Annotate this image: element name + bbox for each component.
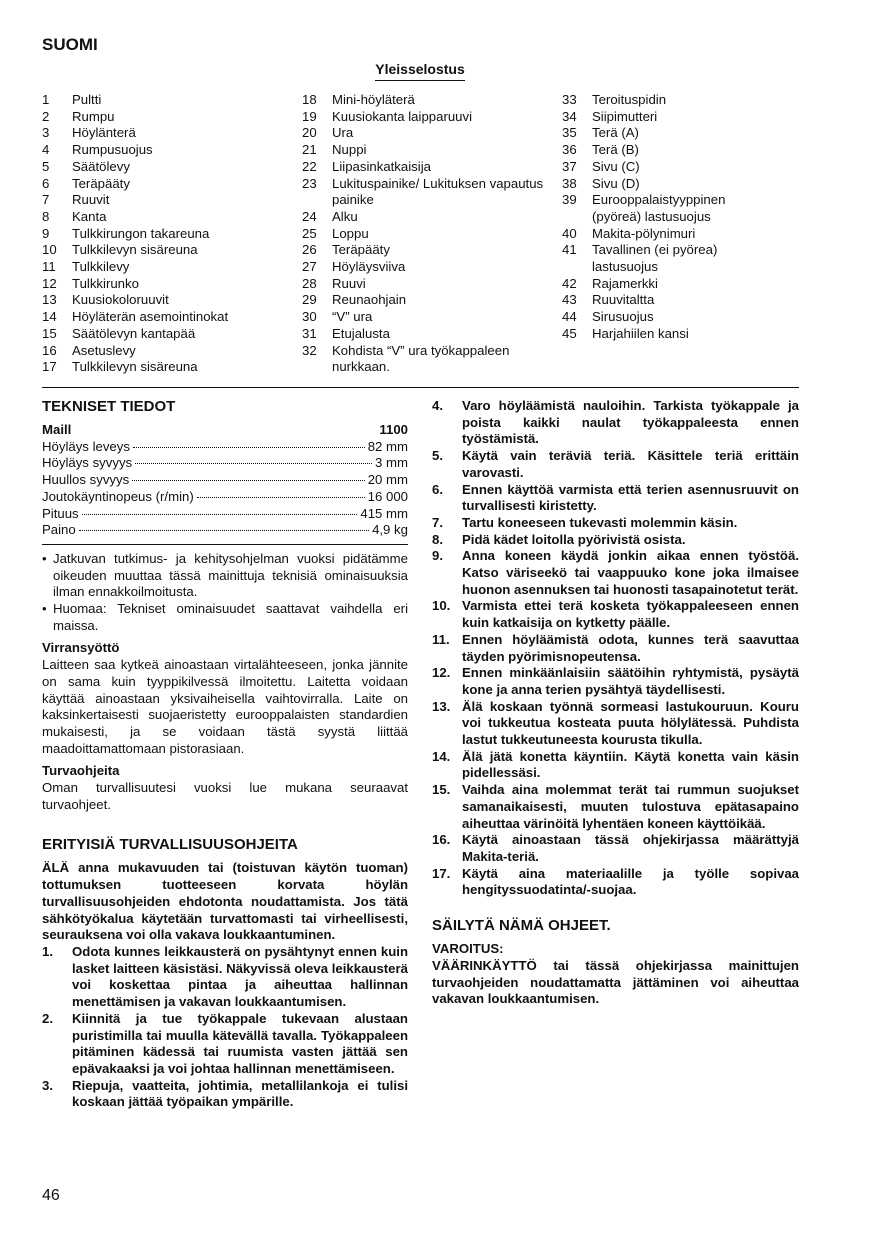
safety-item-number: 7. — [432, 514, 443, 530]
part-number: 10 — [42, 242, 57, 258]
part-item — [562, 125, 762, 142]
part-number: 30 — [302, 309, 317, 325]
part-label: Säätölevyn kantapää — [72, 325, 196, 341]
part-label: Liipasinkatkaisija — [332, 158, 431, 174]
spec-model-row — [42, 422, 408, 439]
part-number: 38 — [562, 175, 577, 191]
part-label: Rumpusuojus — [72, 142, 153, 158]
spec-leader-dots — [79, 530, 369, 531]
part-label: Alku — [332, 208, 358, 224]
part-item — [562, 92, 762, 109]
divider — [42, 387, 799, 388]
part-item — [302, 309, 552, 326]
warning-label: VAROITUS: — [432, 941, 504, 957]
spec-row — [42, 522, 408, 539]
safety-item-text: Riepuja, vaatteita, johtimia, metallilankoja ei tulisi koskaan jättää työpaikan ympärille. — [72, 1077, 408, 1110]
part-number: 42 — [562, 275, 577, 291]
part-item — [562, 159, 762, 176]
safety-item-number: 15. — [432, 782, 451, 798]
safety-item-text: Käytä vain teräviä teriä. Käsittele teriä erittäin varovasti. — [462, 448, 799, 480]
part-label: Tulkkilevyn sisäreuna — [72, 242, 198, 258]
part-number: 39 — [562, 192, 577, 208]
safety-item-text: Ennen minkäänlaisiin säätöihin ryhtymistä, pysäytä kone ja anna terien pysähtyä täydellisesti. — [462, 665, 799, 697]
part-number: 12 — [42, 275, 57, 291]
part-item — [562, 276, 762, 293]
spec-rows — [42, 439, 408, 539]
part-number: 6 — [42, 175, 50, 191]
safety-item-text: Käytä ainoastaan tässä ohjekirjassa määrättyjä Makita-teriä. — [462, 832, 799, 864]
safety-item-number: 8. — [432, 531, 443, 547]
safety-item — [432, 699, 799, 749]
part-label: Teroituspidin — [592, 92, 667, 107]
part-label: Ruuvit — [72, 192, 110, 208]
part-number: 40 — [562, 225, 577, 241]
part-number: 17 — [42, 359, 57, 375]
safety-item-number: 17. — [432, 865, 451, 881]
safety-item-text: Älä jätä konetta käyntiin. Käytä konetta vain käsin pidellessäsi. — [462, 748, 799, 781]
spec-value: 415 mm — [360, 505, 408, 521]
part-item — [42, 309, 292, 326]
safety-item-number: 16. — [432, 832, 451, 848]
safety-item-number: 14. — [432, 748, 451, 764]
part-item — [562, 142, 762, 159]
spec-note-text: Huomaa: Tekniset ominaisuudet saattavat vaihdella eri maissa. — [53, 601, 408, 633]
safety-item-text: Tartu koneeseen tukevasti molemmin käsin. — [462, 514, 738, 530]
part-number: 24 — [302, 208, 317, 224]
part-label: Ura — [332, 125, 354, 141]
part-label: Höyläysviiva — [332, 259, 406, 275]
part-item — [562, 309, 762, 326]
part-item — [302, 226, 552, 243]
safety-item-number: 5. — [432, 448, 443, 464]
part-item — [42, 292, 292, 309]
part-number: 35 — [562, 125, 577, 141]
part-number: 32 — [302, 342, 317, 358]
safety-item-text: Ennen käyttöä varmista että terien asennusruuvit on turvallisesti kiristetty. — [462, 481, 799, 514]
part-number: 11 — [42, 259, 56, 275]
part-item — [42, 92, 292, 109]
part-item — [42, 259, 292, 276]
special-intro: ÄLÄ anna mukavuuden tai (toistuvan käytön tuoman) tottumuksen tuotteeseen korvata höylän turvallisuusohjeiden ehdotonta noudattamista. Jos tätä sähkötyökalua käytetään turvattomasti tai virheellisesti, seurauksena voi olla vakava loukkaantuminen. — [42, 860, 408, 943]
spec-note-text: Jatkuvan tutkimus- ja kehitysohjelman vuoksi pidätämme oikeuden muuttaa tässä mainittuja teknisiä ominaisuuksia ilman ennakkoilmoitusta. — [53, 550, 408, 600]
part-item — [42, 176, 292, 193]
spec-leader-dots — [82, 514, 358, 515]
part-number: 34 — [562, 108, 577, 124]
safety-item-text: Varo höyläämistä nauloihin. Tarkista työkappale ja poista kaikki naulat työkappaleesta ennen työstämistä. — [462, 398, 799, 447]
part-label: Tavallinen (ei pyörea) lastusuojus — [592, 242, 718, 275]
spec-label: Höyläys syvyys — [42, 455, 133, 471]
spec-label: Huullos syvyys — [42, 472, 130, 488]
part-label: Reunaohjain — [332, 292, 407, 308]
spec-leader-dots — [135, 463, 372, 464]
spec-value: 16 000 — [367, 488, 408, 504]
spec-row — [42, 506, 408, 523]
part-number: 15 — [42, 325, 57, 341]
part-number: 28 — [302, 275, 317, 291]
part-label: Teräpääty — [332, 242, 390, 258]
part-number: 16 — [42, 342, 57, 358]
part-label: Nuppi — [332, 142, 367, 158]
spec-value: 20 mm — [367, 472, 408, 488]
part-number: 18 — [302, 92, 317, 107]
part-label: Säätölevy — [72, 158, 130, 174]
bullet-icon: • — [42, 550, 47, 566]
part-label: Höyläterän asemointinokat — [72, 309, 229, 325]
safety-item-text: Anna koneen käydä jonkin aikaa ennen työstöä. Katso väriseekö tai vaappuuko kone joka ilmaisee huonon asennuksen tai huonosti tasapainotetut terät. — [462, 548, 799, 597]
safety-item — [432, 548, 799, 598]
part-item — [302, 125, 552, 142]
part-item — [302, 209, 552, 226]
part-label: Rajamerkki — [592, 275, 658, 291]
part-label: Mini-höyläterä — [332, 92, 415, 107]
part-number: 45 — [562, 325, 577, 341]
part-item — [302, 242, 552, 259]
part-label: Terä (A) — [592, 125, 639, 141]
part-item — [302, 276, 552, 293]
safety-item-number: 6. — [432, 481, 443, 497]
safety-item — [432, 515, 799, 532]
safety-item-text: Pidä kädet loitolla pyörivistä osista. — [462, 531, 686, 547]
part-item — [562, 292, 762, 309]
spec-label: Paino — [42, 522, 76, 538]
safety-item — [432, 832, 799, 865]
part-label: Loppu — [332, 225, 369, 241]
safety-item — [432, 532, 799, 549]
part-number: 19 — [302, 108, 317, 124]
parts-list-col2 — [302, 92, 552, 376]
part-number: 8 — [42, 208, 50, 224]
right-column — [432, 398, 799, 1008]
part-number: 37 — [562, 158, 577, 174]
special-safety-title: ERITYISIÄ TURVALLISUUSOHJEITA — [42, 836, 298, 854]
part-label: Tulkkilevyn sisäreuna — [72, 359, 198, 375]
safety-item — [432, 632, 799, 665]
part-item — [42, 125, 292, 142]
part-label: Kuusiokoloruuvit — [72, 292, 169, 308]
safety-item — [42, 1011, 408, 1078]
overview-title: Yleisselostus — [0, 61, 840, 78]
part-number: 13 — [42, 292, 57, 308]
spec-value: 4,9 kg — [372, 522, 408, 538]
part-item — [562, 192, 762, 225]
safety-item-text: Ennen höyläämistä odota, kunnes terä saavuttaa täyden pyörimisnopeutensa. — [462, 631, 799, 664]
part-number: 26 — [302, 242, 317, 258]
part-label: Kohdista “V” ura työkappaleen nurkkaan. — [332, 342, 510, 375]
part-label: Pultti — [72, 92, 102, 107]
part-label: Sivu (D) — [592, 175, 640, 191]
part-item — [562, 326, 762, 343]
part-item — [42, 159, 292, 176]
part-number: 14 — [42, 309, 57, 325]
part-item — [562, 176, 762, 193]
safety-item — [432, 482, 799, 515]
part-number: 4 — [42, 142, 50, 158]
part-label: Ruuvitaltta — [592, 292, 655, 308]
spec-leader-dots — [132, 480, 364, 481]
part-label: Kanta — [72, 208, 107, 224]
part-label: Asetuslevy — [72, 342, 136, 358]
part-label: Makita-pölynimuri — [592, 225, 696, 241]
part-label: Sirusuojus — [592, 309, 654, 325]
part-number: 9 — [42, 225, 50, 241]
part-number: 2 — [42, 108, 50, 124]
safety-text: Oman turvallisuutesi vuoksi lue mukana seuraavat turvaohjeet. — [42, 780, 408, 812]
safety-item — [42, 944, 408, 1011]
safety-title: Turvaohjeita — [42, 763, 120, 779]
spec-leader-dots — [133, 447, 365, 448]
part-label: Teräpääty — [72, 175, 130, 191]
part-number: 25 — [302, 225, 317, 241]
safety-item-number: 10. — [432, 598, 451, 614]
safety-item-number: 1. — [42, 943, 53, 959]
safety-item-text: Kiinnitä ja tue työkappale tukevaan alustaan puristimilla tai muulla kätevällä tavalla. Työkappaleen pitäminen kädessä tai ruumista vasten jättää sen epävakaaksi ja voi johtaa hallinnan menettämiseen. — [72, 1010, 408, 1076]
part-item — [302, 109, 552, 126]
safety-item-number: 9. — [432, 548, 443, 564]
part-item — [42, 192, 292, 209]
part-item — [42, 209, 292, 226]
part-number: 36 — [562, 142, 577, 158]
spec-value: 82 mm — [367, 438, 408, 454]
spec-value: 3 mm — [375, 455, 408, 471]
spec-note — [42, 601, 408, 634]
part-item — [302, 159, 552, 176]
part-label: Rumpu — [72, 108, 115, 124]
warning-text: VÄÄRINKÄYTTÖ tai tässä ohjekirjassa mainittujen turvaohjeiden noudattamatta jättäminen voi aiheuttaa vakavan loukkaantumisen. — [432, 957, 799, 1007]
safety-item — [432, 782, 799, 832]
part-item — [302, 326, 552, 343]
specs-title: TEKNISET TIEDOT — [42, 398, 176, 415]
safety-item — [432, 398, 799, 448]
part-label: Lukituspainike/ Lukituksen vapautus painike — [332, 175, 544, 208]
part-number: 20 — [302, 125, 317, 141]
part-label: Kuusiokanta laipparuuvi — [332, 108, 473, 124]
save-instructions-title: SÄILYTÄ NÄMÄ OHJEET. — [432, 917, 611, 935]
part-item — [42, 359, 292, 376]
parts-list-col1 — [42, 92, 292, 376]
safety-item-number: 2. — [42, 1010, 53, 1026]
spec-model-value: 1100 — [379, 422, 408, 437]
part-item — [302, 176, 552, 209]
safety-item — [42, 1078, 408, 1111]
part-label: Siipimutteri — [592, 108, 658, 124]
spec-label: Pituus — [42, 505, 79, 521]
part-number: 33 — [562, 92, 577, 107]
spec-leader-dots — [197, 497, 365, 498]
spec-label: Höyläys leveys — [42, 438, 130, 454]
part-label: Tulkkilevy — [72, 259, 130, 275]
part-item — [42, 226, 292, 243]
part-label: Tulkkirungon takareuna — [72, 225, 210, 241]
spec-row — [42, 472, 408, 489]
part-number: 7 — [42, 192, 50, 208]
part-item — [302, 142, 552, 159]
page-number: 46 — [42, 1187, 60, 1204]
safety-item — [432, 866, 799, 899]
part-label: Sivu (C) — [592, 158, 640, 174]
part-label: Terä (B) — [592, 142, 639, 158]
safety-items-left — [42, 944, 408, 1111]
parts-list-col3 — [562, 92, 762, 343]
spec-row — [42, 489, 408, 506]
safety-item-number: 11. — [432, 631, 450, 647]
part-item — [302, 92, 552, 109]
bullet-icon: • — [42, 601, 47, 617]
part-number: 22 — [302, 158, 317, 174]
part-item — [302, 292, 552, 309]
spec-label: Joutokäyntinopeus (r/min) — [42, 488, 194, 504]
part-number: 5 — [42, 158, 50, 174]
part-number: 27 — [302, 259, 317, 275]
part-label: Ruuvi — [332, 275, 366, 291]
safety-item — [432, 448, 799, 481]
left-column — [42, 398, 408, 1111]
spec-row — [42, 455, 408, 472]
part-item — [562, 109, 762, 126]
spec-model-label: Maill — [42, 422, 72, 437]
safety-item-text: Varmista ettei terä kosketa työkappaleeseen ennen kuin katkaisija on kytketty päälle. — [462, 598, 799, 631]
part-number: 44 — [562, 309, 577, 325]
power-text: Laitteen saa kytkeä ainoastaan virtalähteeseen, jonka jännite on sama kuin tyyppikilvessä ilmoitettu. Laitetta voidaan käyttää ainoastaan yksivaiheisella vaihtovirralla. Laite on kaksinkertaisesti suojaeristetty eurooppalaisten standardien mukaisesti, ja se voidaan tästä syystä liittää maadoittamattomaan pistorasiaan. — [42, 657, 408, 756]
part-number: 41 — [562, 242, 577, 258]
part-item — [42, 109, 292, 126]
part-item — [562, 226, 762, 243]
safety-items-right — [432, 398, 799, 899]
part-item — [42, 343, 292, 360]
spec-divider — [42, 544, 408, 545]
safety-item — [432, 665, 799, 698]
part-label: Eurooppalaistyyppinen (pyöreä) lastusuojus — [592, 192, 726, 224]
spec-note — [42, 551, 408, 601]
safety-item-text: Odota kunnes leikkausterä on pysähtynyt ennen kuin lasket laitteen käsistäsi. Näkyvissä oleva leikkausterä voi koskettaa pintaa ja aiheuttaa hallinnan menettämisen ja vakavan loukkaantumisen. — [72, 943, 408, 1010]
part-label: “V” ura — [332, 309, 373, 325]
part-number: 31 — [302, 325, 317, 341]
part-number: 29 — [302, 292, 317, 308]
part-label: Etujalusta — [332, 325, 390, 341]
spec-notes — [42, 551, 408, 635]
part-item — [42, 242, 292, 259]
safety-item-number: 13. — [432, 698, 451, 714]
part-item — [302, 343, 552, 376]
part-item — [42, 276, 292, 293]
safety-item-text: Vaihda aina molemmat terät tai rummun suojukset samanaikaisesti, muuten tulostuva epätasapaino aiheuttaa värinöitä lyhentäen koneen käyttöikää. — [462, 782, 799, 831]
power-title: Virransyöttö — [42, 640, 120, 656]
part-number: 23 — [302, 175, 317, 191]
part-number: 21 — [302, 142, 317, 158]
safety-item-number: 3. — [42, 1077, 53, 1093]
safety-item-text: Käytä aina materiaalille ja työlle sopivaa hengityssuodatinta/-suojaa. — [462, 865, 799, 898]
part-label: Tulkkirunko — [72, 275, 139, 291]
safety-item-number: 4. — [432, 398, 443, 413]
safety-item — [432, 598, 799, 631]
safety-item — [432, 749, 799, 782]
part-item — [562, 242, 762, 275]
part-label: Höylänterä — [72, 125, 136, 141]
part-number: 3 — [42, 125, 50, 141]
spec-row — [42, 439, 408, 456]
part-item — [42, 326, 292, 343]
part-item — [42, 142, 292, 159]
language-heading: SUOMI — [42, 35, 98, 54]
part-item — [302, 259, 552, 276]
part-number: 1 — [42, 92, 50, 107]
safety-item-text: Älä koskaan työnnä sormeasi lastukouruun. Kouru voi tukkeutua kosteata puuta hölylätessä. Puhdista lastut tukkeutuneesta kourusta tikulla. — [462, 698, 799, 748]
safety-item-number: 12. — [432, 665, 451, 681]
part-label: Harjahiilen kansi — [592, 325, 689, 341]
part-number: 43 — [562, 292, 577, 308]
